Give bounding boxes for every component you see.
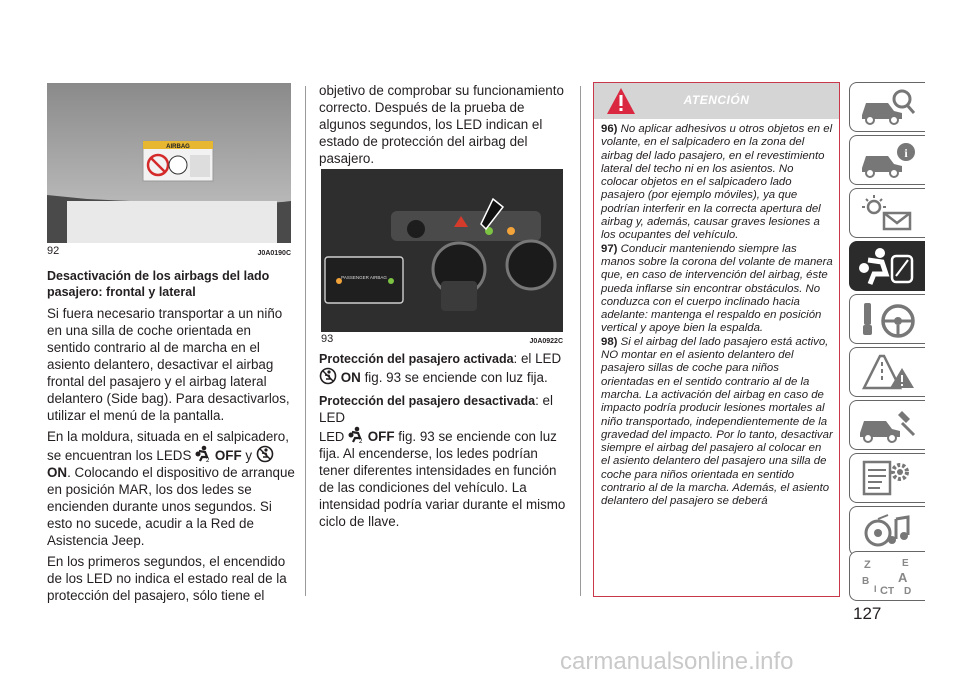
sidebar-tab-car-service[interactable] xyxy=(849,400,925,450)
warning-item: 98) Si el airbag del lado pasajero está activo, NO montar en el asiento delantero del pasajero sillas de coche para niños orientadas en el sentido contrario al de la marcha. La activación del airbag en caso de impacto podría producir lesiones mortales al niño transportado, independientemente de la gravedad del impacto. Por lo tanto, desactivar siempre el airbag del pasajero al colocar en el asiento delantero del pasajero una silla de coche para niños orientada en sentido contrario al de la marcha. Además, el asiento delantero del pasajero se deberá xyxy=(601,335,833,508)
figure-93-inset-text: PASSENGER AIRBAG xyxy=(341,275,387,280)
sidebar-tab-car-search[interactable] xyxy=(849,82,925,132)
figure-92-label: AIRBAG xyxy=(166,144,190,150)
figure-93-image xyxy=(321,169,563,332)
column-2-text xyxy=(319,350,571,534)
figure-number: 92 xyxy=(47,245,60,257)
sidebar-tab-seat-airbag[interactable] xyxy=(849,241,925,291)
warning-title: ATENCIÓN xyxy=(683,93,750,107)
paragraph: Protección del pasajero desactivada: el LED LED 2 OFF fig. 93 se enciende con luz fija. Al encenderse, los ledes podrían tener diferentes intensidades en función de las condiciones del vehículo. La intensidad podría variar durante el mismo ciclo de llave. xyxy=(319,393,566,529)
sidebar-tab-specs[interactable] xyxy=(849,453,925,503)
car-service-icon xyxy=(858,405,918,445)
seat-airbag-icon xyxy=(858,246,918,286)
column-1-text xyxy=(47,305,297,608)
column-divider xyxy=(305,86,306,596)
paragraph: Protección del pasajero activada: el LED ON fig. 93 se enciende con luz fija. xyxy=(319,351,562,385)
airbag-on-icon xyxy=(319,367,337,385)
sidebar-tab-steering-wheel[interactable] xyxy=(849,294,925,344)
svg-text:B: B xyxy=(862,576,870,587)
figure-92-image xyxy=(47,83,291,243)
steering-wheel-icon xyxy=(858,299,918,339)
sidebar-tab-multimedia[interactable] xyxy=(849,506,925,556)
car-info-icon xyxy=(858,140,918,180)
svg-text:C: C xyxy=(880,585,888,596)
paragraph: Si fuera necesario transportar a un niño en una silla de coche orientada en sentido contrario al de marcha en el asiento delantero, desactivar el airbag frontal del pasajero y el airbag lateral delantero (Side bag). Para desactivarlos, utilizar el menú de la pantalla. xyxy=(47,306,290,423)
airbag-off-icon xyxy=(348,426,364,444)
warning-text xyxy=(594,119,839,509)
figure-code: J0A0190C xyxy=(257,250,291,257)
figure-93-caption xyxy=(321,333,563,345)
sidebar-tab-warning-lights[interactable] xyxy=(849,188,925,238)
sidebar-tab-car-info[interactable] xyxy=(849,135,925,185)
figure-92-caption xyxy=(47,245,291,257)
column-2-intro: objetivo de comprobar su funcionamiento correcto. Después de la prueba de algunos segundos, los LED indican el estado de protección del airbag del pasajero. xyxy=(319,83,564,166)
warning-header xyxy=(594,83,839,119)
airbag-off-icon xyxy=(195,445,211,463)
svg-text:2: 2 xyxy=(359,439,363,444)
sidebar-tab-index[interactable] xyxy=(849,551,925,601)
section-heading: Desactivación de los airbags del lado pasajero: frontal y lateral xyxy=(47,269,270,299)
figure-code: J0A0922C xyxy=(529,338,563,345)
warning-box xyxy=(593,82,840,597)
svg-text:Z: Z xyxy=(864,559,871,571)
svg-text:A: A xyxy=(898,570,908,585)
car-search-icon xyxy=(858,87,918,127)
svg-text:D: D xyxy=(904,586,912,596)
sidebar-tab-road-warning[interactable] xyxy=(849,347,925,397)
svg-text:i: i xyxy=(904,146,908,160)
page-number: 127 xyxy=(853,604,882,623)
specs-gear-icon xyxy=(858,458,918,498)
airbag-on-icon xyxy=(256,445,274,463)
paragraph: En la moldura, situada en el salpicadero, se encuentran los LEDS 2 OFF y ON. Colocando el dispositivo de arranque en posición MAR, los dos ledes se encienden durante unos segundos. Si esto no sucede, acudir a la Red de Asistencia Jeep. xyxy=(47,429,295,548)
svg-text:T: T xyxy=(888,586,895,596)
warning-item: 97) Conducir manteniendo siempre las manos sobre la corona del volante de manera que, en caso de intervención del airbag, éste pueda inflarse sin encontrar obstáculos. No conduzca con el cuerpo inclinado hacia adelante: mantenga el respaldo en posición vertical y apoye bien la espalda. xyxy=(601,242,833,335)
warning-lights-icon xyxy=(858,193,918,233)
column-divider xyxy=(580,86,581,596)
watermark: carmanualsonline.info xyxy=(560,648,794,675)
figure-number: 93 xyxy=(321,333,334,345)
index-letters-icon xyxy=(858,556,918,596)
paragraph: En los primeros segundos, el encendido de los LED no indica el estado real de la protección del pasajero, sólo tiene el xyxy=(47,554,287,603)
svg-text:2: 2 xyxy=(206,458,210,463)
svg-text:I: I xyxy=(874,584,877,594)
svg-text:E: E xyxy=(902,558,909,569)
multimedia-icon xyxy=(858,511,918,551)
road-warning-icon xyxy=(858,352,918,392)
warning-item: 96) No aplicar adhesivos u otros objetos en el volante, en el salpicadero en la zona del airbag del lado pasajero, en el revestimiento lateral del techo ni en los asientos. No colocar objetos en el salpicadero lado pasajero (por ejemplo móviles), ya que podrían interferir en la correcta apertura del airbag y, además, causar graves lesiones a los ocupantes del vehículo. xyxy=(601,123,833,242)
